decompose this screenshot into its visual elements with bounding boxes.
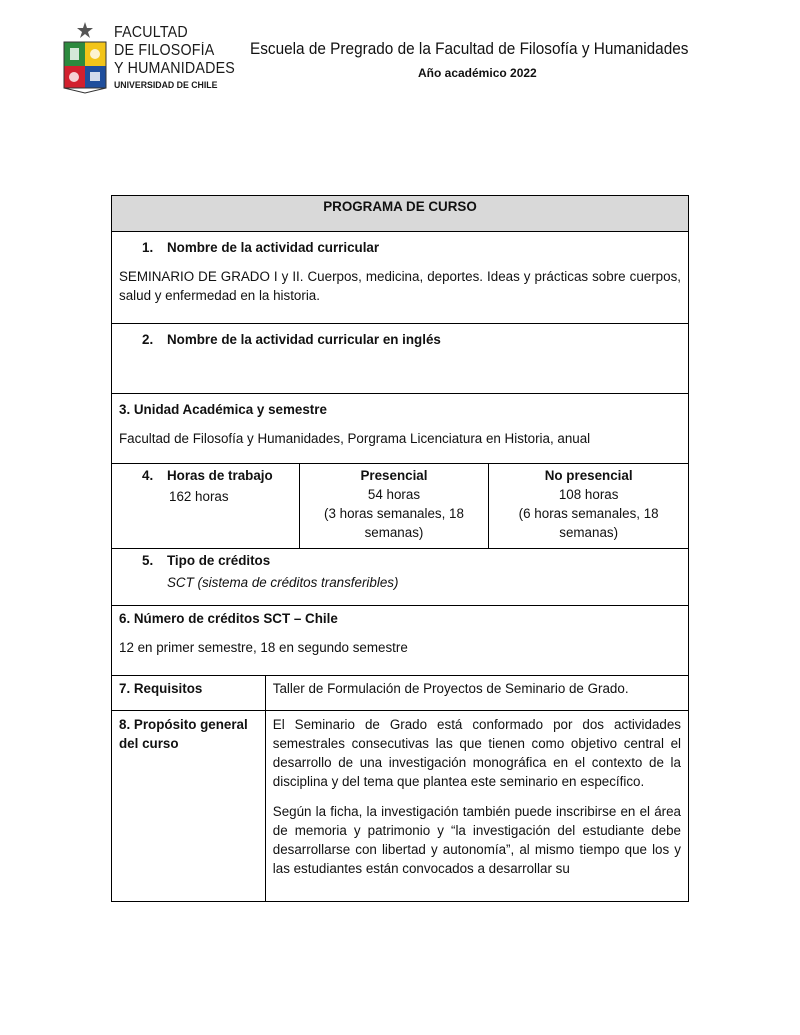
section-5-value: SCT (sistema de créditos transferibles): [167, 575, 399, 590]
no-presencial-hours: 108 horas: [558, 487, 619, 502]
section-6-row: [112, 606, 689, 676]
section-6-label: 6. Número de créditos SCT – Chile: [119, 611, 338, 626]
section-8-row: [112, 711, 689, 902]
presencial-hours: 54 horas: [367, 487, 421, 502]
logo-university: UNIVERSIDAD DE CHILE: [114, 80, 218, 91]
section-2-row: [112, 324, 689, 394]
course-program-table: [111, 195, 689, 902]
faculty-logo: [62, 20, 235, 96]
section-1-number: 1.: [142, 240, 154, 255]
section-5-label: Tipo de créditos: [167, 553, 271, 568]
section-4-label: Horas de trabajo: [167, 468, 273, 483]
logo-line-2: DE FILOSOFÍA: [114, 42, 215, 59]
no-presencial-detail: (6 horas semanales, 18 semanas): [518, 506, 659, 540]
presencial-detail: (3 horas semanales, 18 semanas): [324, 506, 464, 540]
section-3-value: Facultad de Filosofía y Humanidades, Porgrama Licenciatura en Historia, anual: [119, 431, 591, 446]
section-8-paragraph-1: El Seminario de Grado está conformado por dos actividades semestrales consecutivas las que tienen como objetivo central el desarrollo de una investigación monográfica en el contexto de la disciplina y del tema que plantea este seminario en específico.: [272, 717, 681, 789]
section-8-label: 8. Propósito general del curso: [119, 717, 248, 751]
section-1-value: SEMINARIO DE GRADO I y II. Cuerpos, medicina, deportes. Ideas y prácticas sobre cuerpos, salud y enfermedad en la historia.: [119, 269, 681, 303]
section-1-row: [112, 232, 689, 324]
section-4-number: 4.: [142, 468, 154, 483]
hours-total: 162 horas: [169, 489, 229, 504]
section-3-row: [112, 394, 689, 464]
section-5-number: 5.: [142, 553, 154, 568]
section-7-value: Taller de Formulación de Proyectos de Seminario de Grado.: [272, 681, 629, 696]
section-4-row: [112, 464, 689, 549]
section-7-row: [112, 676, 689, 711]
table-header-row: [112, 196, 689, 232]
no-presencial-label: No presencial: [544, 468, 633, 483]
section-8-paragraph-2: Según la ficha, la investigación también puede inscribirse en el área de memoria y patrimonio y “la investigación del estudiante debe desarrollarse con libertad y autonomía”, al mismo tiempo que los y las estudiantes están convocados a desarrollar su: [272, 804, 681, 876]
section-2-label: Nombre de la actividad curricular en inglés: [167, 332, 441, 347]
header-title: Escuela de Pregrado de la Facultad de Filosofía y Humanidades: [250, 40, 689, 58]
section-6-value: 12 en primer semestre, 18 en segundo semestre: [119, 640, 408, 655]
section-7-label: 7. Requisitos: [119, 681, 203, 696]
logo-line-3: Y HUMANIDADES: [114, 60, 235, 77]
section-5-row: [112, 549, 689, 606]
program-title: PROGRAMA DE CURSO: [112, 196, 689, 232]
university-shield-icon: [62, 20, 108, 94]
section-2-number: 2.: [142, 332, 154, 347]
section-1-label: Nombre de la actividad curricular: [167, 240, 380, 255]
section-3-label: 3. Unidad Académica y semestre: [119, 402, 327, 417]
header-year: Año académico 2022: [418, 66, 537, 80]
logo-line-1: FACULTAD: [114, 24, 188, 41]
presencial-label: Presencial: [360, 468, 428, 483]
